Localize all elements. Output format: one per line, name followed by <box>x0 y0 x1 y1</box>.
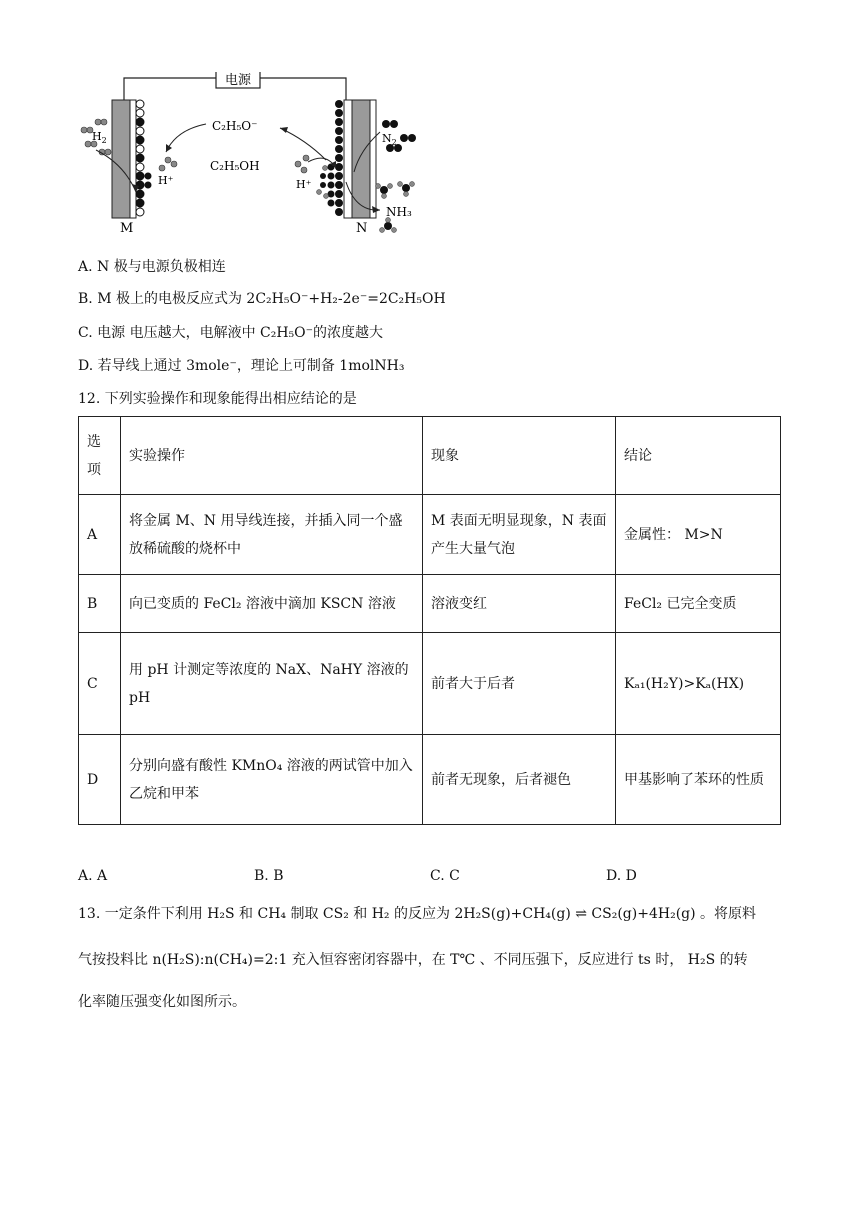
ethanol-label: C₂H₅OH <box>210 159 260 173</box>
row-c-operation: 用 pH 计测定等浓度的 NaX、NaHY 溶液的 pH <box>121 633 423 735</box>
q13-line-1: 13. 一定条件下利用 H₂S 和 CH₄ 制取 CS₂ 和 H₂ 的反应为 2H₂S(g)+CH₄(g) ⇌ CS₂(g)+4H₂(g) 。将原料 <box>78 906 757 922</box>
q13-line-3: 化率随压强变化如图所示。 <box>78 994 246 1010</box>
hplus-right-label: H⁺ <box>296 178 312 191</box>
power-label: 电源 <box>224 73 252 88</box>
q13-line-2: 气按投料比 n(H₂S):n(CH₄)=2:1 充入恒容密闭容器中，在 T℃ 、不同压强下，反应进行 ts 时， H₂S 的转 <box>78 952 748 968</box>
n2-label: $N_2$ <box>382 132 397 147</box>
row-b-phenomenon: 溶液变红 <box>423 575 616 633</box>
row-d-phenomenon: 前者无现象，后者褪色 <box>423 735 616 825</box>
header-phenomenon: 现象 <box>423 417 616 495</box>
electrode-n-label: N <box>356 221 368 236</box>
table-row <box>79 735 781 825</box>
table-header-row <box>79 417 781 495</box>
q12-stem: 12. 下列实验操作和现象能得出相应结论的是 <box>78 391 357 407</box>
row-a-conclusion: 金属性： M>N <box>616 495 781 575</box>
header-option: 选项 <box>79 417 121 495</box>
row-b-conclusion: FeCl₂ 已完全变质 <box>616 575 781 633</box>
q12-option-a: A. A <box>78 868 108 884</box>
row-d-option: D <box>79 735 121 825</box>
table-row <box>79 495 781 575</box>
q12-option-c: C. C <box>430 868 460 884</box>
header-operation: 实验操作 <box>121 417 423 495</box>
q11-option-c: C. 电源 电压越大，电解液中 C₂H₅O⁻的浓度越大 <box>78 325 384 341</box>
q12-option-b: B. B <box>254 868 284 884</box>
ethoxide-label: C₂H₅O⁻ <box>212 119 258 133</box>
q11-option-b: B. M 极上的电极反应式为 2C₂H₅O⁻+H₂-2e⁻=2C₂H₅OH <box>78 291 446 307</box>
q11-option-d: D. 若导线上通过 3mole⁻，理论上可制备 1molNH₃ <box>78 358 405 374</box>
h2-label: $H_2$ <box>92 130 107 145</box>
row-c-conclusion: Kₐ₁(H₂Y)>Kₐ(HX) <box>616 633 781 735</box>
table-row <box>79 575 781 633</box>
row-d-conclusion: 甲基影响了苯环的性质 <box>616 735 781 825</box>
row-c-option: C <box>79 633 121 735</box>
header-conclusion: 结论 <box>616 417 781 495</box>
row-a-phenomenon: M 表面无明显现象，N 表面产生大量气泡 <box>423 495 616 575</box>
hplus-left-label: H⁺ <box>158 174 174 187</box>
table-row <box>79 633 781 735</box>
row-a-option: A <box>79 495 121 575</box>
row-b-option: B <box>79 575 121 633</box>
nh3-label: NH₃ <box>386 205 412 219</box>
electrolysis-diagram <box>76 72 436 240</box>
electrode-m-label: M <box>120 221 134 236</box>
row-c-phenomenon: 前者大于后者 <box>423 633 616 735</box>
row-d-operation: 分别向盛有酸性 KMnO₄ 溶液的两试管中加入乙烷和甲苯 <box>121 735 423 825</box>
row-b-operation: 向已变质的 FeCl₂ 溶液中滴加 KSCN 溶液 <box>121 575 423 633</box>
q12-option-d: D. D <box>606 868 637 884</box>
row-a-operation: 将金属 M、N 用导线连接，并插入同一个盛放稀硫酸的烧杯中 <box>121 495 423 575</box>
q11-option-a: A. N 极与电源负极相连 <box>78 259 226 275</box>
q12-table <box>78 416 781 825</box>
